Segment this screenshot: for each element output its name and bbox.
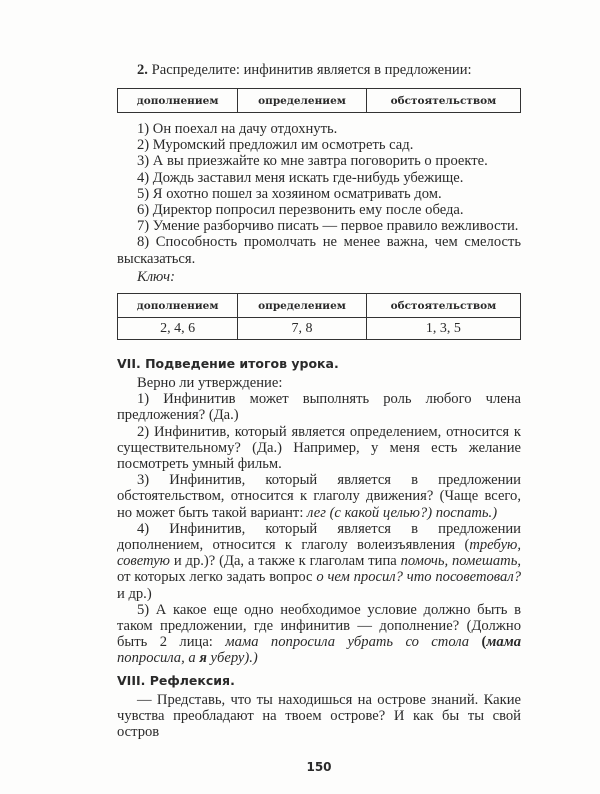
column-header: обстоятельством [366,89,520,113]
sentence-list [117,121,521,285]
section7-heading: VII. Подведение итогов урока. [117,356,339,372]
task-title-text: Распределите: инфинитив является в предложении: [147,62,472,78]
section7-intro: Верно ли утверждение: [137,375,283,392]
sentence: 2) Муромский предложил им осмотреть сад. [137,137,414,154]
statement-text: мама попросила убрать со стола [225,634,482,651]
key-label: Ключ: [137,268,175,285]
column-header: дополнением [118,89,238,113]
sentence: 8) Способность промолчать не менее важна, чем смелость высказаться. [117,234,521,267]
key-column-header: обстоятельством [366,294,520,318]
page-number: 150 [306,760,332,775]
statement-text: ( [481,634,487,651]
statement-text: 1) Инфинитив может выполнять роль любого члена предложения? (Да.) [117,391,521,424]
statement-text: я [199,650,207,667]
statement-text: 2) Инфинитив, который является определением, относится к существительному? (Да.) Например, у меня есть желание посмотреть умный фильм. [117,423,521,473]
statement-item [117,521,521,602]
sentence: 7) Умение разборчиво писать — первое правило вежливости. [137,218,519,235]
statement-text: требую, советую [117,537,521,570]
statement-item [117,472,521,521]
key-table [117,293,521,340]
key-value: 7, 8 [238,318,367,340]
statement-item [117,424,521,473]
statement-text: попросила, а [117,650,200,667]
sentence: 1) Он поехал на дачу отдохнуть. [137,121,338,137]
statement-text: лег (с какой целью?) поспать.) [307,504,498,521]
key-value: 1, 3, 5 [366,318,520,340]
statement-item [117,391,521,423]
task-number: 2. [137,62,148,78]
sentence: 5) Я охотно пошел за хозяином осматривать дом. [137,185,442,202]
key-column-header: дополнением [118,294,238,318]
statement-text: и др.)? (Да, а также к глаголам типа [169,553,401,570]
statement-list [117,391,521,666]
statement-item [117,602,521,667]
section8-body [117,692,521,741]
sentence: 6) Директор попросил перезвонить ему после обеда. [137,202,464,219]
sentence: 3) А вы приезжайте ко мне завтра поговорить о проекте. [137,153,488,170]
key-value: 2, 4, 6 [118,318,238,340]
sentence: 4) Дождь заставил меня искать где-нибудь убежище. [137,169,464,186]
statement-text: и др.) [117,585,152,602]
statement-text: помочь, помешать [400,553,518,570]
statement-text: мама [486,634,521,651]
statement-text: 5) А какое еще одно необходимое условие должно быть в таком предложении, где инфинитив — дополнение? (Должно быть 2 лица: [117,601,521,651]
section8-text: — Представь, что ты находишься на острове знаний. Какие чувства преобладают на твоем острове? И как бы ты свой остров [117,691,521,741]
statement-text: 3) Инфинитив, который является в предложении обстоятельством, относится к глаголу движения? (Чаще всего, но может быть такой вариант: [117,472,521,521]
column-header: определением [238,89,367,113]
page [117,0,521,794]
statement-text: уберу).) [206,650,258,667]
statement-text: 4) Инфинитив, который является в предложении дополнением, относится к глаголу волеизъявления ( [117,520,521,554]
statement-text: , от которых легко задать вопрос [117,553,521,586]
task-title [117,62,521,78]
task-table [117,88,521,113]
section7-body [117,375,521,667]
section8-heading: VIII. Рефлексия. [117,672,235,688]
key-column-header: определением [238,294,367,318]
statement-text: о чем просил? что посоветовал? [316,569,521,586]
